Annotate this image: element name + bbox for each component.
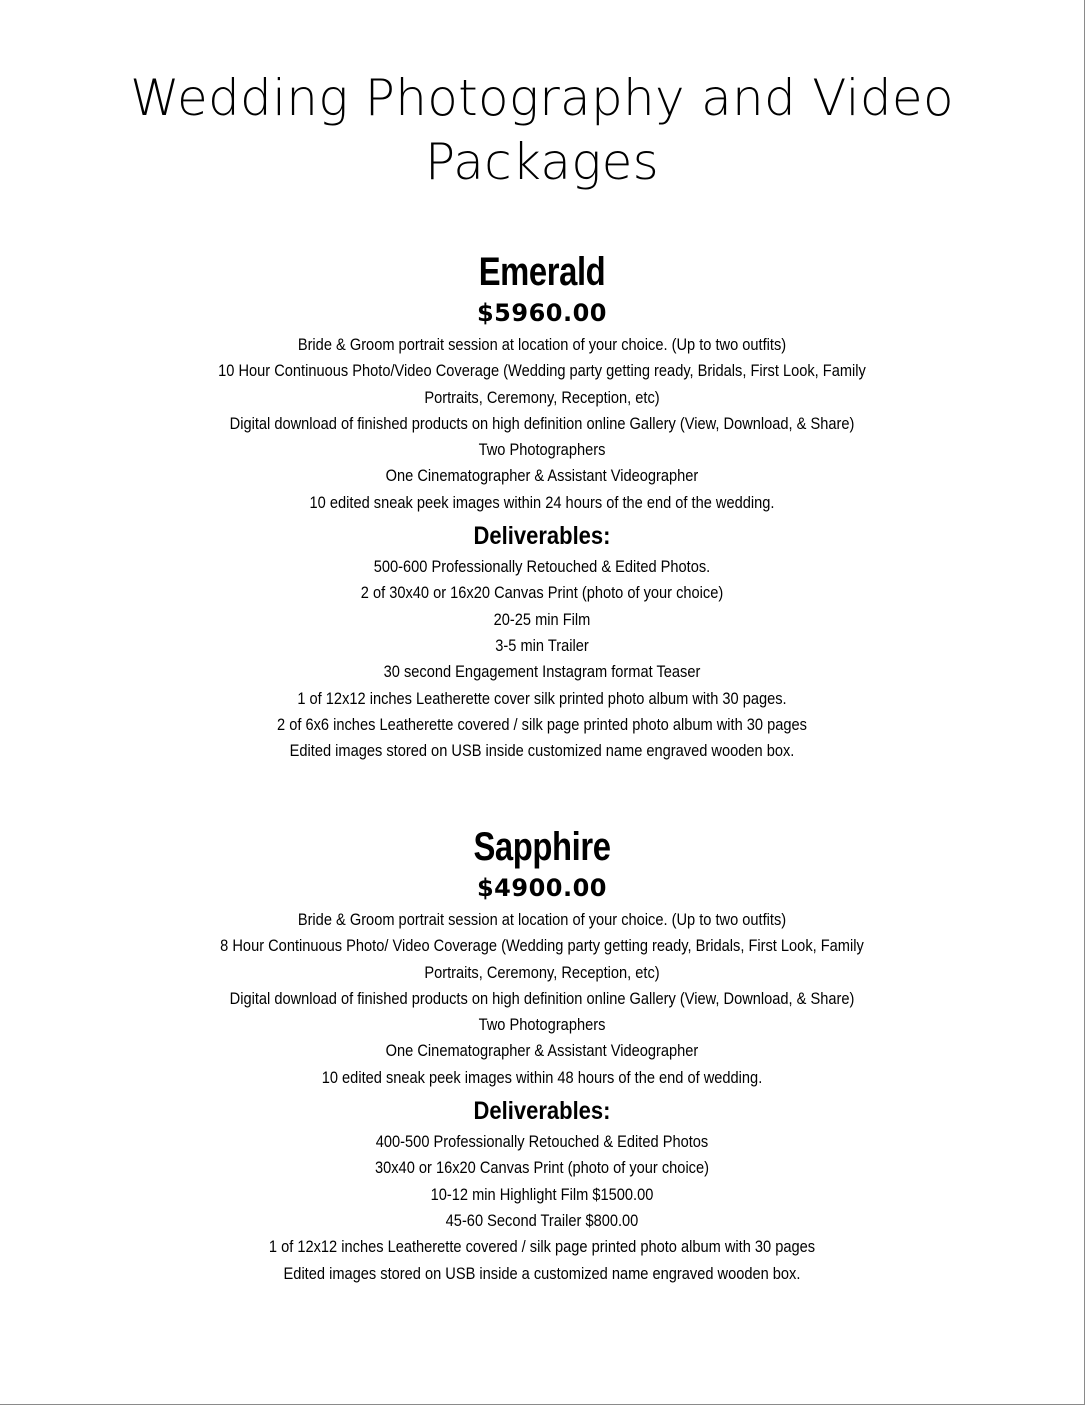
deliverable-item: 1 of 12x12 inches Leatherette cover silk printed photo album with 30 pages. [297, 688, 787, 708]
deliverable-item: 1 of 12x12 inches Leatherette covered / silk page printed photo album with 30 pages [268, 1237, 816, 1257]
deliverable-item: 400-500 Professionally Retouched & Edited Photos [375, 1132, 709, 1152]
deliverable-item: 30x40 or 16x20 Canvas Print (photo of your choice) [374, 1158, 710, 1178]
feature-item: Bride & Groom portrait session at location of your choice. (Up to two outfits) [297, 910, 787, 929]
feature-item: One Cinematographer & Assistant Videographer [385, 1041, 699, 1061]
deliverables-heading: Deliverables: [473, 1097, 611, 1126]
feature-item: Two Photographers [478, 1015, 606, 1035]
deliverable-item: 10-12 min Highlight Film $1500.00 [430, 1184, 654, 1204]
package-price: $4900.00 [476, 874, 607, 902]
package-price: $5960.00 [476, 299, 607, 327]
package-name: Emerald [478, 250, 606, 294]
feature-item: Digital download of finished products on high definition online Gallery (View, Download, & Share) [229, 413, 855, 433]
package-sapphire [60, 823, 1024, 1287]
feature-item: 8 Hour Continuous Photo/ Video Coverage (Wedding party getting ready, Bridals, First Look, Family Portraits, Ceremony, Reception, etc) [220, 936, 864, 982]
deliverable-item: Edited images stored on USB inside customized name engraved wooden box. [289, 741, 795, 761]
feature-item: 10 edited sneak peek images within 24 hours of the end of the wedding. [309, 492, 775, 512]
deliverable-item: 30 second Engagement Instagram format Teaser [383, 662, 701, 682]
feature-item: 10 Hour Continuous Photo/Video Coverage (Wedding party getting ready, Bridals, First Look, Family Portraits, Ceremony, Reception, etc) [218, 361, 866, 407]
feature-item: Digital download of finished products on high definition online Gallery (View, Download, & Share) [229, 988, 855, 1008]
feature-item: Two Photographers [478, 440, 606, 460]
page-title: Wedding Photography and Video Packages [130, 69, 954, 191]
deliverable-item: 2 of 30x40 or 16x20 Canvas Print (photo of your choice) [360, 583, 724, 603]
deliverable-item: 45-60 Second Trailer $800.00 [445, 1210, 639, 1230]
deliverable-item: 3-5 min Trailer [495, 635, 589, 655]
deliverables-heading: Deliverables: [473, 522, 611, 551]
feature-item: One Cinematographer & Assistant Videographer [385, 466, 699, 486]
feature-item: 10 edited sneak peek images within 48 hours of the end of wedding. [321, 1067, 763, 1087]
feature-item: Bride & Groom portrait session at location of your choice. (Up to two outfits) [297, 335, 787, 354]
package-emerald [60, 248, 1024, 764]
deliverable-item: 2 of 6x6 inches Leatherette covered / silk page printed photo album with 30 pages [277, 714, 807, 734]
deliverable-item: 500-600 Professionally Retouched & Edited Photos. [373, 557, 711, 577]
deliverable-item: Edited images stored on USB inside a customized name engraved wooden box. [283, 1263, 801, 1283]
package-name: Sapphire [473, 825, 611, 869]
deliverable-item: 20-25 min Film [493, 609, 591, 629]
